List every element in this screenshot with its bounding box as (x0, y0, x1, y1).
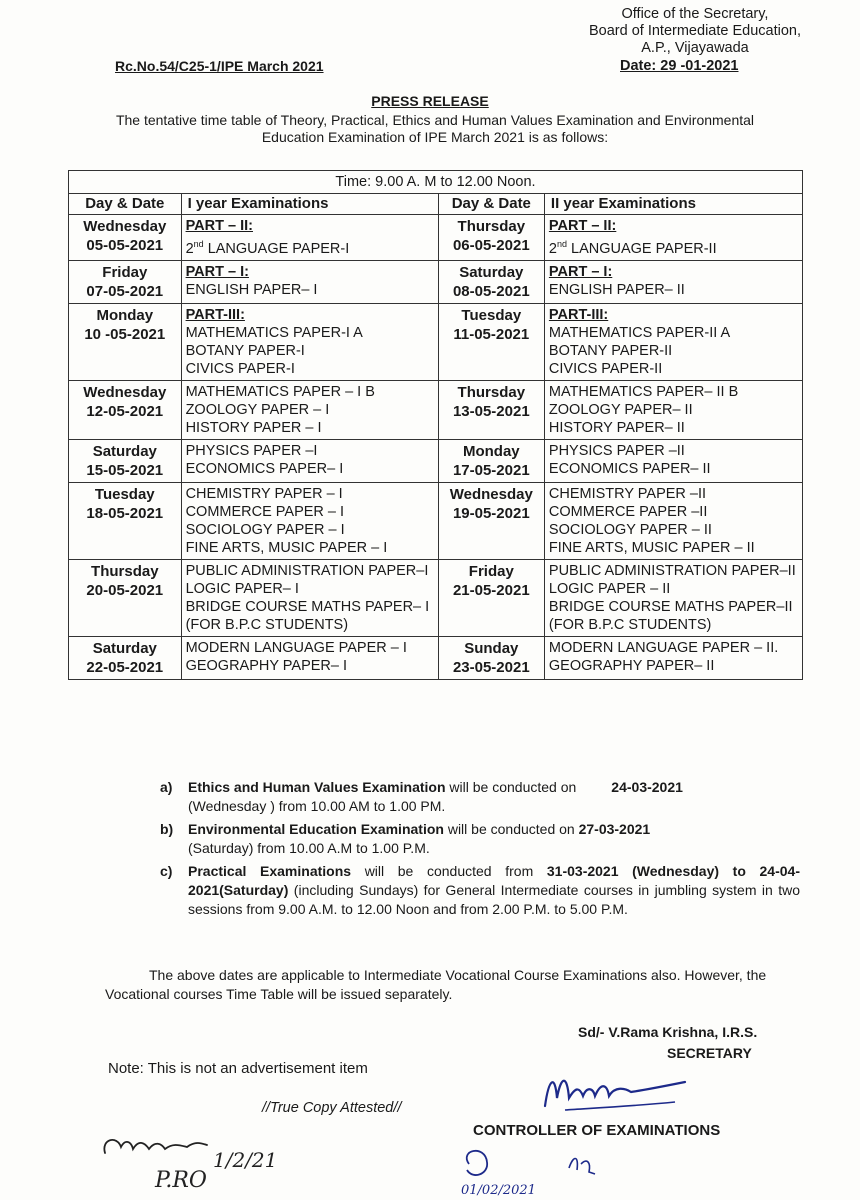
day-date-cell (438, 215, 544, 261)
subject-paper: MODERN LANGUAGE PAPER – II. (548, 639, 779, 656)
subjects-cell (544, 260, 802, 303)
header-row (69, 194, 803, 215)
subject-paper: 2nd LANGUAGE PAPER-II (548, 239, 717, 257)
exam-date: 12-05-2021 (86, 402, 164, 420)
subject-paper: MATHEMATICS PAPER– II B (548, 383, 739, 400)
timetable (68, 170, 803, 680)
day-date-cell (438, 380, 544, 439)
subject-paper: PHYSICS PAPER –I (185, 442, 318, 459)
subjects-cell (544, 482, 802, 559)
day-name: Thursday (457, 383, 526, 401)
exam-date: 20-05-2021 (86, 581, 164, 599)
pro-label: P.RO (155, 1168, 207, 1193)
table-row (69, 215, 803, 261)
subject-paper: HISTORY PAPER – I (185, 419, 322, 436)
day-name: Thursday (457, 218, 526, 235)
note-item (160, 820, 800, 858)
table-row (69, 303, 803, 380)
note-item (160, 778, 800, 816)
exam-date: 06-05-2021 (452, 237, 530, 254)
exam-date: 17-05-2021 (452, 461, 530, 479)
note-label: c) (160, 863, 173, 879)
table-row (69, 260, 803, 303)
subjects-cell (544, 636, 802, 679)
day-date-cell (438, 482, 544, 559)
day-name: Saturday (92, 639, 157, 657)
true-copy-attested: //True Copy Attested// (262, 1100, 402, 1116)
exam-date: 13-05-2021 (452, 402, 530, 420)
exam-date: 19-05-2021 (452, 504, 530, 522)
exam-date: 23-05-2021 (452, 658, 530, 676)
note-text: will be conducted on (443, 821, 579, 837)
day-name: Thursday (91, 562, 159, 580)
issue-date: Date: 29 -01-2021 (620, 58, 739, 74)
subject-paper: MATHEMATICS PAPER-II A (548, 324, 731, 341)
subjects-cell (181, 482, 438, 559)
day-name: Tuesday (94, 485, 155, 503)
subject-paper: 2nd LANGUAGE PAPER-I (185, 239, 350, 257)
initials-signature (455, 1140, 635, 1200)
subject-paper: MODERN LANGUAGE PAPER – I (185, 639, 407, 656)
day-name: Monday (462, 442, 520, 460)
day-date-cell (438, 260, 544, 303)
note-title: Ethics and Human Values Examination (188, 779, 446, 795)
page-title: PRESS RELEASE (371, 93, 489, 109)
part-heading: PART – I: (548, 263, 613, 280)
subject-paper: FINE ARTS, MUSIC PAPER – I (185, 539, 388, 556)
subject-paper: BRIDGE COURSE MATHS PAPER– I (185, 598, 430, 615)
note-date: 31-03-2021 (Wednesday) to 24-04-2021(Saturday) (188, 863, 800, 898)
exam-date: 11-05-2021 (453, 325, 530, 343)
subject-paper: LOGIC PAPER– I (185, 580, 299, 597)
subject-paper: ENGLISH PAPER– I (185, 281, 318, 298)
day-name: Wednesday (449, 485, 533, 503)
notes-list (160, 778, 800, 923)
initials-date: 01/02/2021 (461, 1183, 536, 1198)
part-heading: PART-III: (548, 306, 609, 323)
intro-text: The tentative time table of Theory, Practical, Ethics and Human Values Examination and Environmental Education Examination of IPE March 2021 is as follows: (115, 112, 755, 145)
signatory-name: Sd/- V.Rama Krishna, I.R.S. (578, 1024, 758, 1040)
subject-paper: GEOGRAPHY PAPER– I (185, 657, 348, 674)
subject-paper: MATHEMATICS PAPER-I A (185, 324, 363, 341)
subject-paper: ENGLISH PAPER– II (548, 281, 685, 298)
part-heading: PART – II: (185, 218, 253, 234)
pro-signature (95, 1125, 295, 1200)
column-header: I year Examinations (181, 194, 438, 215)
subject-paper: CHEMISTRY PAPER –II (548, 485, 707, 502)
subjects-cell (181, 260, 438, 303)
table-row (69, 636, 803, 679)
day-name: Wednesday (83, 218, 167, 235)
subject-paper: PUBLIC ADMINISTRATION PAPER–I (185, 562, 429, 579)
day-date-cell (69, 559, 182, 636)
subjects-cell (544, 303, 802, 380)
day-date-cell (69, 482, 182, 559)
subject-paper: ZOOLOGY PAPER– II (548, 401, 693, 418)
day-name: Friday (102, 263, 148, 281)
controller-signature (535, 1068, 715, 1118)
day-date-cell (69, 439, 182, 482)
part-heading: PART – II: (548, 218, 617, 234)
subjects-cell (544, 380, 802, 439)
exam-date: 07-05-2021 (86, 282, 164, 300)
subject-paper: BRIDGE COURSE MATHS PAPER–II (548, 598, 793, 615)
subjects-cell (544, 439, 802, 482)
exam-date: 15-05-2021 (86, 461, 164, 479)
subjects-cell (181, 380, 438, 439)
reference-number: Rc.No.54/C25-1/IPE March 2021 (115, 58, 324, 74)
note-title: Practical Examinations (188, 863, 352, 879)
day-date-cell (69, 636, 182, 679)
subjects-cell (181, 303, 438, 380)
day-date-cell (438, 636, 544, 679)
exam-date: 21-05-2021 (452, 581, 530, 599)
timetable-body (69, 215, 803, 680)
day-name: Wednesday (83, 383, 167, 401)
day-date-cell (438, 303, 544, 380)
office-line: Board of Intermediate Education, (589, 23, 801, 39)
subject-paper: MATHEMATICS PAPER – I B (185, 383, 375, 400)
note-date: 27-03-2021 (578, 821, 651, 837)
subject-paper: BOTANY PAPER-I (185, 342, 305, 359)
note-item (160, 862, 800, 919)
subject-paper: BOTANY PAPER-II (548, 342, 673, 359)
subject-paper: FINE ARTS, MUSIC PAPER – II (548, 539, 755, 556)
part-heading: PART – I: (185, 263, 249, 280)
day-date-cell (69, 303, 182, 380)
note-text: (including Sundays) for General Intermediate courses in jumbling system in two sessions from 9.00 A.M. to 12.00 Noon and from 2.00 P.M. to 5.00 P.M. (188, 882, 800, 917)
table-row (69, 439, 803, 482)
table-row (69, 482, 803, 559)
table-row (69, 559, 803, 636)
day-name: Friday (468, 562, 514, 580)
day-name: Saturday (459, 263, 524, 281)
note-text: will be conducted from (351, 863, 547, 879)
note-text: (Wednesday ) from 10.00 AM to 1.00 PM. (188, 798, 446, 814)
note-label: a) (160, 779, 173, 795)
subjects-cell (181, 559, 438, 636)
subject-paper: SOCIOLOGY PAPER – II (548, 521, 712, 538)
subject-paper: COMMERCE PAPER –II (548, 503, 708, 520)
subjects-cell (544, 215, 802, 261)
subject-paper: LOGIC PAPER – II (548, 580, 671, 597)
subject-paper: ZOOLOGY PAPER – I (185, 401, 330, 418)
office-line: A.P., Vijayawada (641, 40, 749, 56)
day-name: Tuesday (461, 306, 522, 324)
day-name: Monday (96, 306, 154, 324)
note-label: b) (160, 821, 174, 837)
day-date-cell (69, 215, 182, 261)
vocational-note: The above dates are applicable to Intermediate Vocational Course Examinations also. However, the Vocational courses Time Table will be issued separately. (105, 967, 767, 1002)
day-date-cell (438, 559, 544, 636)
subject-paper: PUBLIC ADMINISTRATION PAPER–II (548, 562, 796, 579)
controller-of-examinations: CONTROLLER OF EXAMINATIONS (473, 1122, 721, 1139)
subjects-cell (544, 559, 802, 636)
exam-date: 18-05-2021 (86, 504, 164, 522)
subject-paper: (FOR B.P.C STUDENTS) (185, 616, 349, 633)
exam-date: 10 -05-2021 (84, 325, 166, 343)
subject-paper: ECONOMICS PAPER– II (548, 460, 711, 477)
exam-time: Time: 9.00 A. M to 12.00 Noon. (69, 171, 803, 194)
subjects-cell (181, 636, 438, 679)
subjects-cell (181, 439, 438, 482)
note-text: (Saturday) from 10.00 A.M to 1.00 P.M. (188, 840, 430, 856)
office-address (580, 6, 810, 57)
office-line: Office of the Secretary, (621, 6, 769, 22)
column-header: Day & Date (69, 194, 182, 215)
day-date-cell (69, 380, 182, 439)
table-row (69, 380, 803, 439)
subject-paper: GEOGRAPHY PAPER– II (548, 657, 715, 674)
note-title: Environmental Education Examination (188, 821, 444, 837)
day-name: Saturday (92, 442, 157, 460)
exam-date: 08-05-2021 (452, 282, 530, 300)
subject-paper: CIVICS PAPER-II (548, 360, 663, 377)
time-row (69, 171, 803, 194)
subject-paper: CIVICS PAPER-I (185, 360, 295, 377)
exam-date: 05-05-2021 (86, 237, 164, 254)
subject-paper: ECONOMICS PAPER– I (185, 460, 344, 477)
subjects-cell (181, 215, 438, 261)
exam-date: 22-05-2021 (86, 658, 164, 676)
part-heading: PART-III: (185, 306, 245, 323)
advertisement-note: Note: This is not an advertisement item (108, 1060, 368, 1077)
pro-date: 1/2/21 (213, 1148, 278, 1172)
subject-paper: COMMERCE PAPER – I (185, 503, 345, 520)
signatory-title: SECRETARY (667, 1045, 752, 1061)
day-name: Sunday (464, 639, 519, 657)
subject-paper: SOCIOLOGY PAPER – I (185, 521, 345, 538)
note-date: 24-03-2021 (611, 779, 683, 795)
note-text: will be conducted on (445, 779, 581, 795)
subject-paper: HISTORY PAPER– II (548, 419, 685, 436)
column-header: Day & Date (438, 194, 544, 215)
subject-paper: CHEMISTRY PAPER – I (185, 485, 343, 502)
day-date-cell (438, 439, 544, 482)
subject-paper: PHYSICS PAPER –II (548, 442, 685, 459)
column-header: II year Examinations (544, 194, 802, 215)
subject-paper: (FOR B.P.C STUDENTS) (548, 616, 712, 633)
day-date-cell (69, 260, 182, 303)
